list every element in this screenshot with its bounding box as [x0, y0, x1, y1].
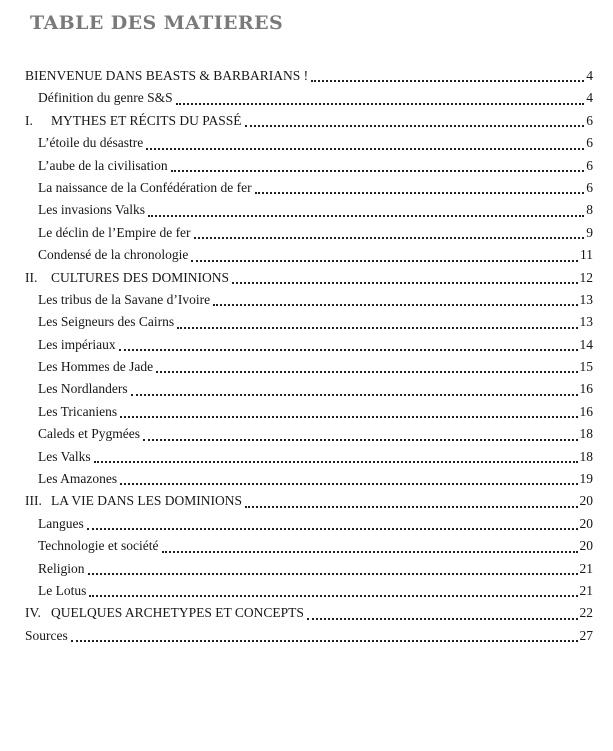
toc-entry[interactable]	[25, 580, 593, 602]
toc-list	[25, 65, 593, 647]
page-title: TABLE DES MATIERES	[30, 12, 284, 34]
toc-entry[interactable]	[25, 378, 593, 400]
toc-leader-dots	[89, 595, 577, 597]
toc-entry-label: Sources	[25, 627, 68, 643]
toc-entry-page: 18	[579, 426, 593, 442]
toc-entry-label: Les Hommes de Jade	[38, 359, 154, 375]
toc-leader-dots	[245, 125, 585, 127]
toc-entry[interactable]	[25, 311, 593, 333]
toc-entry-page: 21	[579, 582, 593, 598]
toc-entry-page: 6	[586, 135, 593, 151]
toc-entry[interactable]	[25, 177, 593, 199]
toc-entry-page: 18	[579, 448, 593, 464]
toc-entry-label: Les Nordlanders	[38, 381, 128, 397]
toc-entry[interactable]	[25, 267, 593, 289]
toc-entry-label: Les Amazones	[38, 471, 118, 487]
toc-entry[interactable]	[25, 110, 593, 132]
toc-entry-label: Le déclin de l’Empire de fer	[38, 224, 191, 240]
toc-leader-dots	[177, 327, 577, 329]
toc-entry-page: 13	[579, 291, 593, 307]
toc-leader-dots	[156, 371, 577, 373]
toc-leader-dots	[120, 416, 577, 418]
toc-entry-page: 22	[579, 605, 593, 621]
toc-entry-label: BIENVENUE DANS BEASTS & BARBARIANS !	[25, 68, 309, 83]
toc-leader-dots	[307, 618, 578, 620]
toc-leader-dots	[87, 528, 578, 530]
toc-entry-label: L’étoile du désastre	[38, 135, 144, 151]
toc-leader-dots	[71, 640, 578, 642]
toc-entry[interactable]	[25, 334, 593, 356]
toc-entry-page: 6	[586, 112, 593, 128]
toc-entry-numeral: III.	[25, 493, 42, 509]
toc-entry-page: 16	[579, 381, 593, 397]
toc-entry-page: 9	[586, 224, 593, 240]
toc-entry-page: 4	[586, 90, 593, 106]
toc-entry-numeral: IV.	[25, 605, 41, 621]
toc-entry-page: 14	[579, 336, 593, 352]
toc-entry[interactable]	[25, 558, 593, 580]
toc-entry-numeral: I.	[25, 112, 33, 128]
toc-leader-dots	[194, 237, 585, 239]
toc-entry[interactable]	[25, 535, 593, 557]
toc-leader-dots	[176, 103, 585, 105]
toc-leader-dots	[143, 439, 578, 441]
toc-leader-dots	[119, 349, 578, 351]
toc-entry[interactable]	[25, 199, 593, 221]
toc-leader-dots	[120, 483, 577, 485]
toc-leader-dots	[245, 506, 577, 508]
toc-entry-label: CULTURES DES DOMINIONS	[51, 269, 230, 285]
toc-entry[interactable]	[25, 602, 593, 624]
toc-entry[interactable]	[25, 222, 593, 244]
toc-entry-page: 19	[579, 471, 593, 487]
toc-entry-label: Condensé de la chronologie	[38, 247, 189, 263]
toc-leader-dots	[232, 282, 577, 284]
toc-entry-page: 27	[579, 627, 593, 643]
toc-entry-numeral: II.	[25, 269, 38, 285]
toc-leader-dots	[94, 461, 578, 463]
toc-entry[interactable]	[25, 356, 593, 378]
toc-entry-page: 6	[586, 179, 593, 195]
toc-entry[interactable]	[25, 155, 593, 177]
toc-entry-page: 16	[579, 403, 593, 419]
toc-entry-page: 15	[579, 359, 593, 375]
toc-leader-dots	[311, 80, 584, 82]
toc-leader-dots	[255, 192, 585, 194]
toc-entry-label: La naissance de la Confédération de fer	[38, 179, 252, 195]
toc-entry-page: 11	[580, 247, 593, 263]
toc-entry-page: 13	[579, 314, 593, 330]
toc-leader-dots	[131, 394, 578, 396]
toc-leader-dots	[148, 215, 584, 217]
toc-entry[interactable]	[25, 468, 593, 490]
toc-leader-dots	[171, 170, 585, 172]
toc-entry-page: 21	[579, 560, 593, 576]
toc-entry-label: Les Tricaniens	[38, 403, 118, 419]
toc-entry-label: Le Lotus	[38, 582, 87, 598]
toc-entry-page: 8	[586, 202, 593, 218]
toc-entry[interactable]	[25, 446, 593, 468]
toc-entry-label: Les invasions Valks	[38, 202, 145, 218]
toc-entry[interactable]	[25, 625, 593, 647]
toc-entry-page: 4	[586, 68, 593, 83]
toc-entry[interactable]	[25, 490, 593, 512]
toc-entry-label: Langues	[38, 515, 84, 531]
toc-entry-label: QUELQUES ARCHETYPES ET CONCEPTS	[51, 605, 304, 621]
toc-leader-dots	[88, 573, 578, 575]
toc-entry-label: Caleds et Pygmées	[38, 426, 140, 442]
toc-entry[interactable]	[25, 289, 593, 311]
toc-entry-page: 12	[579, 269, 593, 285]
toc-entry-label: Les Seigneurs des Cairns	[38, 314, 175, 330]
toc-leader-dots	[146, 148, 584, 150]
toc-entry[interactable]	[25, 513, 593, 535]
toc-entry-label: LA VIE DANS LES DOMINIONS	[51, 493, 243, 509]
toc-entry[interactable]	[25, 401, 593, 423]
toc-entry-page: 20	[579, 493, 593, 509]
toc-entry[interactable]	[25, 65, 593, 87]
toc-entry-page: 20	[579, 515, 593, 531]
toc-entry-label: Technologie et société	[38, 538, 159, 554]
toc-leader-dots	[213, 304, 577, 306]
toc-entry-label: MYTHES ET RÉCITS DU PASSÉ	[51, 112, 242, 128]
toc-entry-page: 20	[579, 538, 593, 554]
toc-entry-label: Les impériaux	[38, 336, 116, 352]
toc-entry[interactable]	[25, 423, 593, 445]
toc-entry[interactable]	[25, 244, 593, 266]
toc-entry-label: Religion	[38, 560, 85, 576]
toc-entry[interactable]	[25, 132, 593, 154]
toc-entry-label: L’aube de la civilisation	[38, 157, 168, 173]
toc-entry[interactable]	[25, 87, 593, 109]
toc-leader-dots	[162, 551, 578, 553]
toc-entry-label: Les Valks	[38, 448, 91, 464]
toc-entry-label: Définition du genre S&S	[38, 90, 173, 106]
toc-leader-dots	[191, 260, 578, 262]
toc-entry-page: 6	[586, 157, 593, 173]
toc-entry-label: Les tribus de la Savane d’Ivoire	[38, 291, 211, 307]
